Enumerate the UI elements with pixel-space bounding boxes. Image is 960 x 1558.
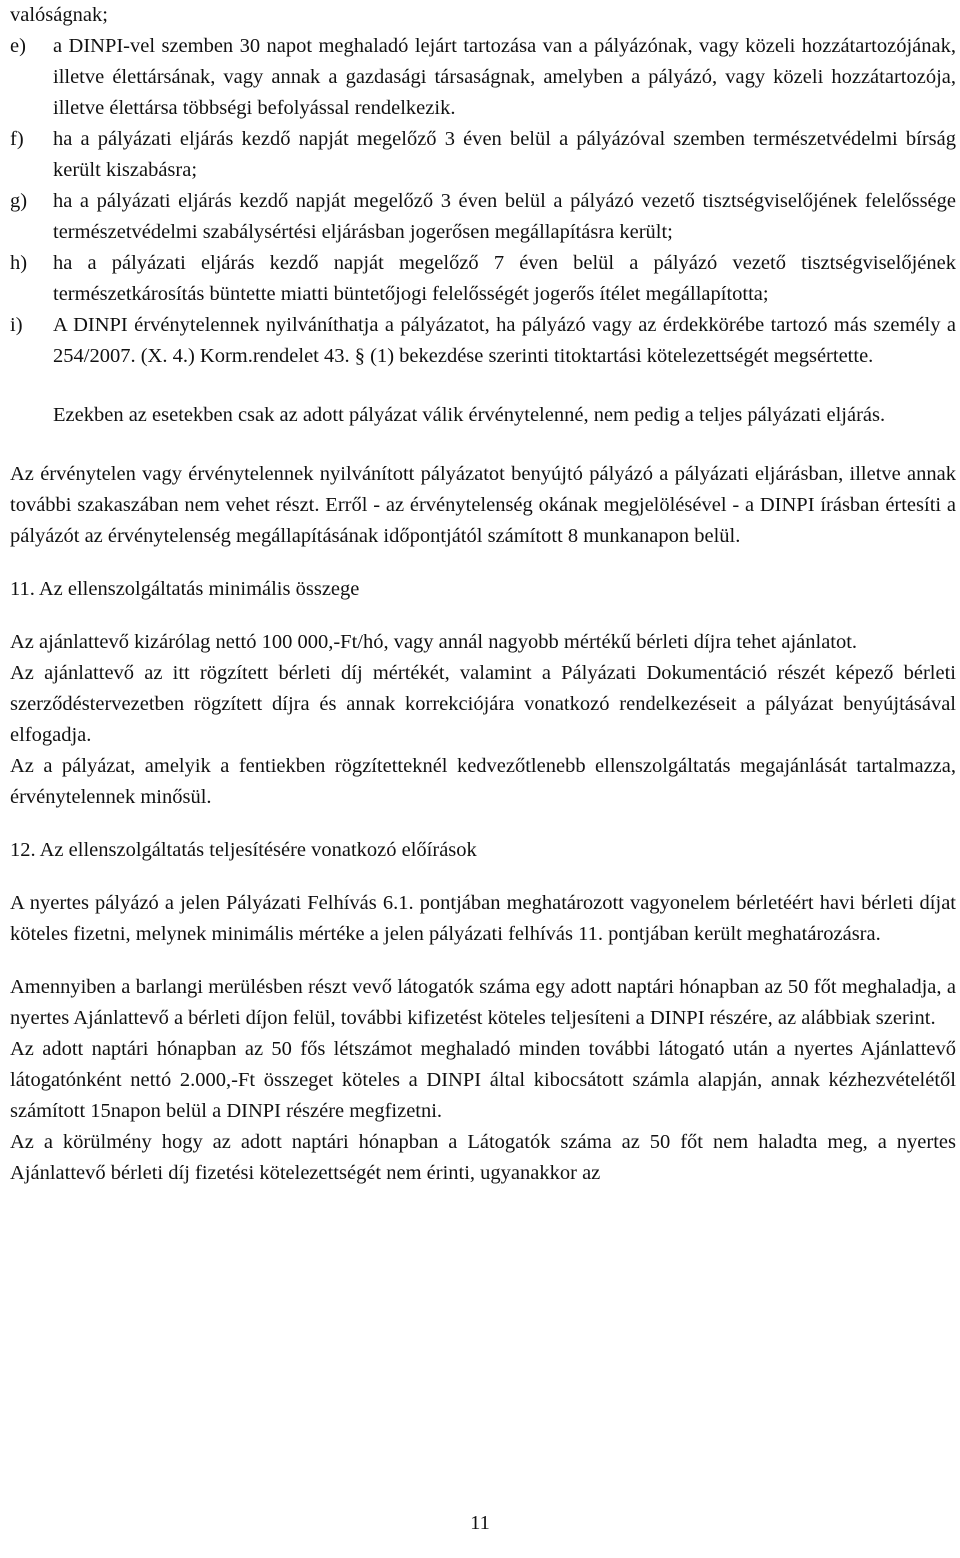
list-marker: i) — [10, 314, 23, 336]
list-marker: h) — [10, 252, 28, 274]
page-number: 11 — [470, 1512, 490, 1534]
indented-note: Ezekben az esetekben csak az adott pályázat válik érvénytelenné, nem pedig a teljes pályázati eljárás. — [53, 404, 886, 426]
invalid-paragraph: Az érvénytelen vagy érvénytelennek nyilvánított pályázatot benyújtó pályázó a pályázati eljárásban, illetve annak további szakaszában nem vehet részt. Erről - az érvénytelenség okának megjelölésével - a DINPI írásban értesíti a pályázót az érvénytelenség megállapításának időpontjától számított 8 munkanapon belül. — [10, 463, 956, 547]
list-item — [10, 186, 956, 248]
list-item-text: ha a pályázati eljárás kezdő napját megelőző 7 éven belül a pályázó vezető tisztségviselőjének természetkárosítás büntette miatti büntetőjogi felelősségét jogerős ítélet megállapította; — [53, 252, 956, 305]
list-item — [10, 124, 956, 186]
section-12-paragraph: Amennyiben a barlangi merülésben részt vevő látogatók száma egy adott naptári hónapban az 50 főt meghaladja, a nyertes Ajánlattevő a bérleti díjon felül, további kifizetést köteles teljesíteni a DINPI részére, az alábbiak szerint. — [10, 976, 956, 1029]
list-marker: e) — [10, 35, 26, 57]
spacer — [10, 372, 956, 400]
list-item — [10, 310, 956, 372]
spacer — [10, 866, 956, 888]
list-item — [10, 31, 956, 124]
list-item-text: A DINPI érvénytelennek nyilváníthatja a pályázatot, ha pályázó vagy az érdekkörébe tartozó más személy a 254/2007. (X. 4.) Korm.rendelet 43. § (1) bekezdése szerinti titoktartási kötelezettségét megsértette. — [53, 314, 956, 367]
list-marker: g) — [10, 190, 28, 212]
list-item-text: ha a pályázati eljárás kezdő napját megelőző 3 éven belül a pályázó vezető tisztségviselőjének felelőssége természetvédelmi szabálysértési eljárásban jogerősen megállapításra került; — [53, 190, 956, 243]
spacer — [10, 431, 956, 459]
section-11-heading: 11. Az ellenszolgáltatás minimális összege — [10, 578, 360, 600]
condition-list — [10, 31, 956, 372]
list-item — [10, 248, 956, 310]
section-12-paragraph: Az adott naptári hónapban az 50 fős létszámot meghaladó minden további látogató után a nyertes Ajánlattevő látogatónként nettó 2.000,-Ft összeget köteles a DINPI által kibocsátott számla alapján, annak kézhezvételétől számított 15napon belül a DINPI részére megfizetni. — [10, 1038, 956, 1122]
list-item-text: ha a pályázati eljárás kezdő napját megelőző 3 éven belül a pályázóval szemben természetvédelmi bírság került kiszabásra; — [53, 128, 956, 181]
spacer — [10, 950, 956, 972]
section-12-paragraph: Az a körülmény hogy az adott naptári hónapban a Látogatók száma az 50 főt nem haladta meg, a nyertes Ajánlattevő bérleti díj fizetési kötelezettségét nem érinti, ugyanakkor az — [10, 1131, 956, 1184]
section-12-heading: 12. Az ellenszolgáltatás teljesítésére vonatkozó előírások — [10, 839, 477, 861]
spacer — [10, 813, 956, 835]
list-item-text: a DINPI-vel szemben 30 napot meghaladó lejárt tartozása van a pályázónak, vagy közeli hozzátartozójának, illetve élettársának, vagy annak a gazdasági társaságnak, amelyben a pályázó, vagy közeli hozzátartozója, illetve élettársa többségi befolyással rendelkezik. — [53, 35, 956, 119]
spacer — [10, 605, 956, 627]
document-page — [10, 0, 956, 1189]
list-marker: f) — [10, 128, 24, 150]
spacer — [10, 552, 956, 574]
section-11-paragraph: Az ajánlattevő kizárólag nettó 100 000,-Ft/hó, vagy annál nagyobb mértékű bérleti díjra tehet ajánlatot. — [10, 631, 858, 653]
section-11-paragraph: Az a pályázat, amelyik a fentiekben rögzítetteknél kedvezőtlenebb ellenszolgáltatás megajánlását tartalmazza, érvénytelennek minősül. — [10, 755, 956, 808]
continuation-text: valóságnak; — [10, 4, 108, 26]
section-11-paragraph: Az ajánlattevő az itt rögzített bérleti díj mértékét, valamint a Pályázati Dokumentáció részét képező bérleti szerződéstervezetben rögzített díjra és annak korrekciójára vonatkozó rendelkezéseit a pályázat benyújtásával elfogadja. — [10, 662, 956, 746]
section-12-paragraph: A nyertes pályázó a jelen Pályázati Felhívás 6.1. pontjában meghatározott vagyonelem bérletéért havi bérleti díjat köteles fizetni, melynek minimális mértéke a jelen pályázati felhívás 11. pontjában került meghatározásra. — [10, 892, 956, 945]
